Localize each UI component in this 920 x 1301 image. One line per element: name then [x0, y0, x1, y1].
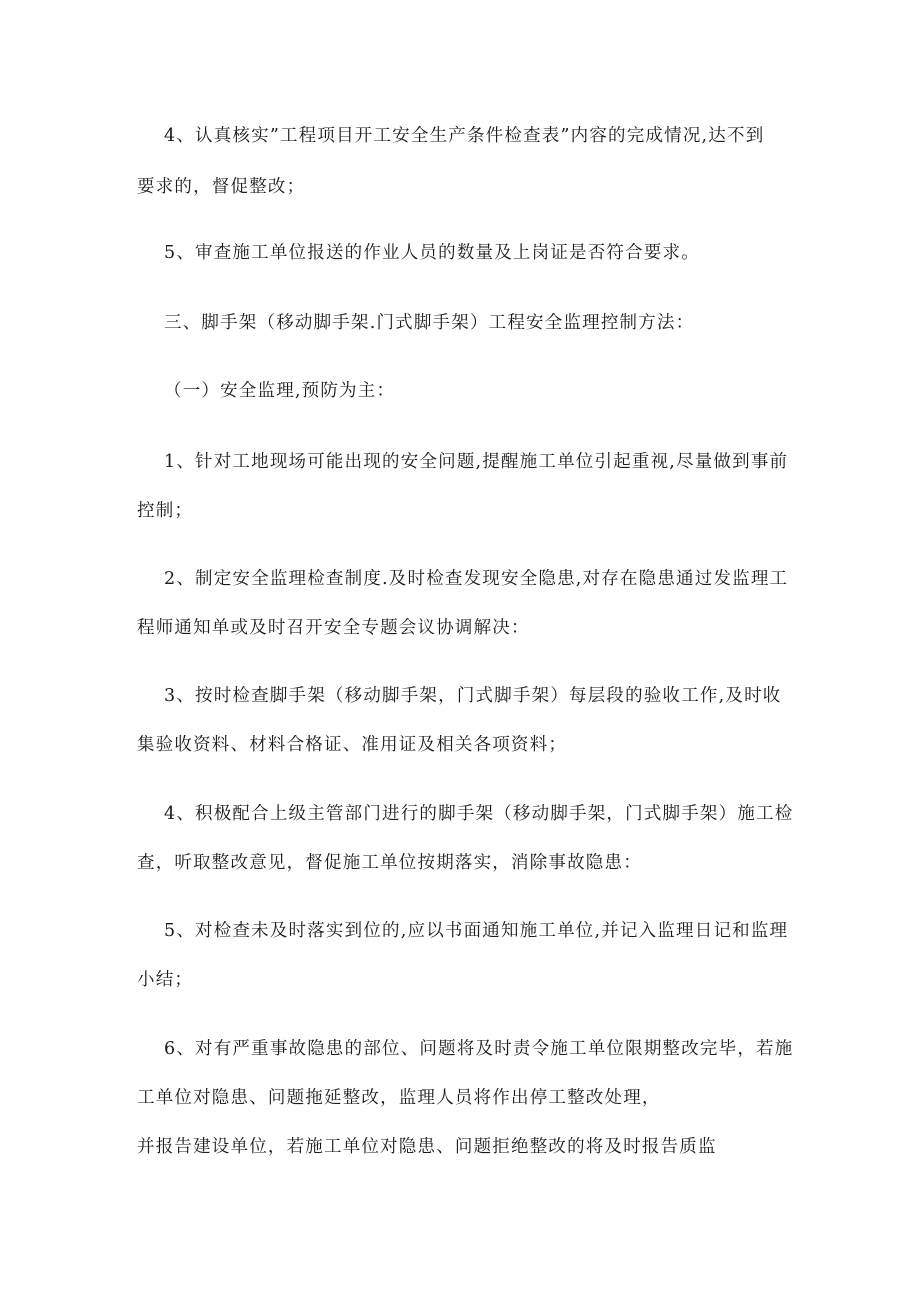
- paragraph-line: 4、积极配合上级主管部门进行的脚手架（移动脚手架，门式脚手架）施工检: [164, 804, 794, 824]
- paragraph-line: 工单位对隐患、问题拖延整改，监理人员将作出停工整改处理，: [137, 1088, 661, 1108]
- subsection-heading: （一）安全监理,预防为主：: [164, 381, 396, 401]
- paragraph-line: 集验收资料、材料合格证、准用证及相关各项资料；: [137, 735, 568, 755]
- paragraph-line: 5、对检查未及时落实到位的,应以书面通知施工单位,并记入监理日记和监理: [164, 921, 789, 941]
- section-heading: 三、脚手架（移动脚手架.门式脚手架）工程安全监理控制方法：: [164, 313, 695, 333]
- paragraph-line: 4、认真核实”工程项目开工安全生产条件检查表”内容的完成情况,达不到: [164, 126, 765, 146]
- paragraph-line: 5、审查施工单位报送的作业人员的数量及上岗证是否符合要求。: [164, 243, 700, 263]
- paragraph-line: 1、针对工地现场可能出现的安全问题,提醒施工单位引起重视,尽量做到事前: [164, 452, 789, 472]
- paragraph-line: 6、对有严重事故隐患的部位、问题将及时责令施工单位限期整改完毕，若施: [164, 1039, 794, 1059]
- paragraph-line: 查，听取整改意见，督促施工单位按期落实，消除事故隐患：: [137, 853, 642, 873]
- paragraph-line: 控制；: [137, 501, 194, 521]
- paragraph-line: 并报告建设单位，若施工单位对隐患、问题拒绝整改的将及时报告质监: [137, 1137, 717, 1157]
- paragraph-line: 要求的，督促整改；: [137, 177, 306, 197]
- paragraph-line: 2、制定安全监理检查制度.及时检查发现安全隐患,对存在隐患通过发监理工: [164, 569, 789, 589]
- paragraph-line: 3、按时检查脚手架（移动脚手架，门式脚手架）每层段的验收工作,及时收: [164, 686, 782, 706]
- paragraph-line: 小结；: [137, 970, 194, 990]
- paragraph-line: 程师通知单或及时召开安全专题会议协调解决：: [137, 618, 530, 638]
